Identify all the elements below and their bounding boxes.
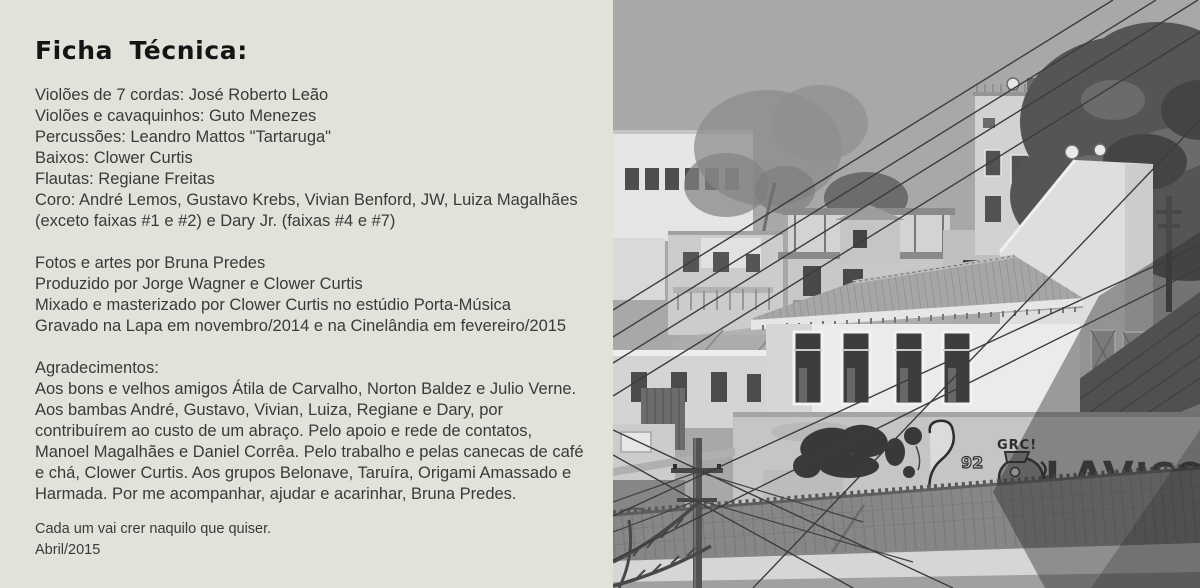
satellite-dish-icon (1094, 144, 1106, 156)
credit-line: Manoel Magalhães e Daniel Corrêa. Pelo trabalho e pelas canecas de café (35, 443, 584, 461)
graffiti-grc: GRC! (997, 438, 1038, 453)
credit-line: Mixado e masterizado por Clower Curtis no estúdio Porta-Música (35, 296, 511, 314)
credit-line: Aos bons e velhos amigos Átila de Carvalho, Norton Baldez e Julio Verne. (35, 380, 577, 398)
credit-line: Gravado na Lapa em novembro/2014 e na Cinelândia em fevereiro/2015 (35, 317, 567, 335)
credit-line: Baixos: Clower Curtis (35, 149, 193, 167)
photo-panel (613, 0, 1200, 588)
credit-line: Fotos e artes por Bruna Predes (35, 254, 266, 272)
credit-line: e chá, Clower Curtis. Aos grupos Belonave, Taruíra, Origami Amassado e (35, 464, 572, 482)
credit-line: Violões e cavaquinhos: Guto Menezes (35, 107, 317, 125)
acknowledgements-heading: Agradecimentos: (35, 359, 159, 377)
closing-quote: Cada um vai crer naquilo que quiser. (35, 521, 272, 537)
musicians-block (35, 85, 593, 232)
date-line: Abril/2015 (35, 542, 101, 558)
credit-line: Flautas: Regiane Freitas (35, 170, 215, 188)
acknowledgements-block (35, 358, 593, 505)
credit-line: Violões de 7 cordas: José Roberto Leão (35, 86, 329, 104)
credit-line: Percussões: Leandro Mattos "Tartaruga" (35, 128, 332, 146)
credit-line: contribuírem ao custo de um abraço. Pelo apoio e rede de contatos, (35, 422, 533, 440)
credit-line: Coro: André Lemos, Gustavo Krebs, Vivian Benford, JW, Luiza Magalhães (35, 191, 578, 209)
credit-line: Harmada. Por me acompanhar, ajudar e acarinhar, Bruna Predes. (35, 485, 517, 503)
satellite-dish-icon (1065, 145, 1079, 159)
credit-line: Produzido por Jorge Wagner e Clower Curtis (35, 275, 363, 293)
production-block (35, 253, 593, 337)
credit-line: Aos bambas André, Gustavo, Vivian, Luiza, Regiane e Dary, por (35, 401, 504, 419)
credit-line: (exceto faixas #1 e #2) e Dary Jr. (faixas #4 e #7) (35, 212, 396, 230)
footer-block (35, 519, 593, 561)
graffiti-92: 92 (961, 453, 984, 472)
hillside-photo (613, 0, 1200, 588)
page-title: Ficha Técnica: (35, 36, 248, 65)
